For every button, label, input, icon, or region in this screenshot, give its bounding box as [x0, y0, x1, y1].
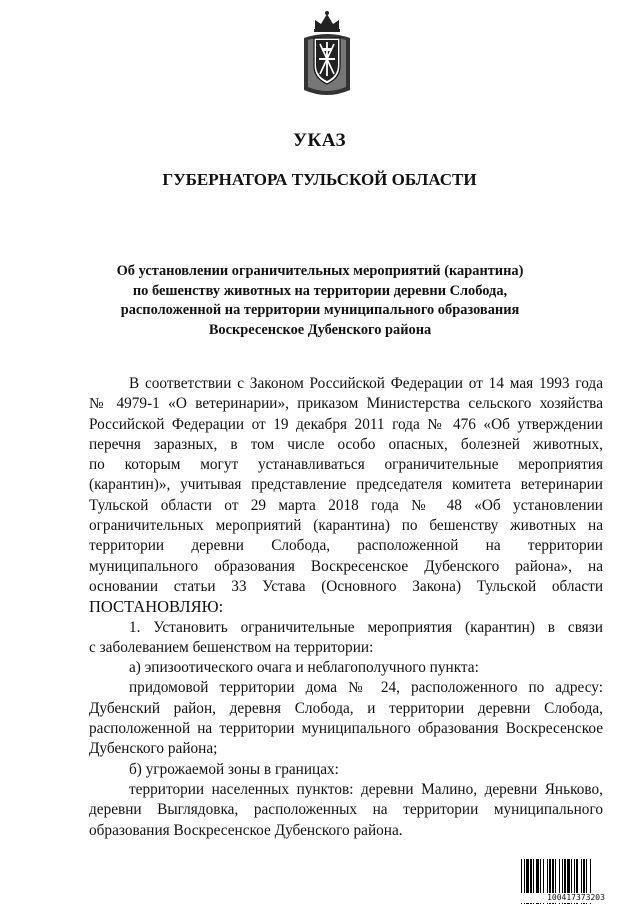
document-subtitle: ГУБЕРНАТОРА ТУЛЬСКОЙ ОБЛАСТИ: [162, 170, 477, 189]
body-line: с заболеванием бешенством на территории:: [89, 638, 374, 656]
body-line: придомовой территории дома № 24, расположенного по адресу:: [129, 679, 603, 697]
subject-line: Об установлении ограничительных мероприятий (карантина): [116, 263, 524, 279]
body-line: б) угрожаемой зоны в границах:: [129, 760, 339, 778]
body-line: (карантин)», учитывая представление председателя комитета ветеринарии: [89, 476, 603, 494]
body-line: расположенной на территории муниципального образования Воскресенское: [89, 720, 603, 738]
body-line: территории населенных пунктов: деревни Малино, деревни Яньково,: [129, 780, 603, 798]
document-title: УКАЗ: [293, 130, 346, 151]
body-line: № 4979-1 «О ветеринарии», приказом Министерства сельского хозяйства: [89, 395, 603, 413]
body-line: по которым могут устанавливаться ограничительные мероприятия: [89, 456, 603, 474]
subject-line: Воскресенское Дубенского района: [208, 321, 432, 338]
body-line: Тульской области от 29 марта 2018 года № 48 «Об установлении: [89, 496, 603, 514]
body-line: 1. Установить ограничительные мероприятия (карантин) в связи: [129, 618, 603, 636]
body-line: Дубенского района;: [89, 740, 218, 758]
body-line: ПОСТАНОВЛЯЮ:: [89, 597, 224, 617]
body-line: а) эпизоотического очага и неблагополучного пункта:: [129, 659, 479, 677]
tula-coat-of-arms-icon: [300, 8, 354, 100]
body-line: В соответствии с Законом Российской Федерации от 14 мая 1993 года: [129, 375, 603, 392]
subject-line: расположенной на территории муниципального образования: [120, 302, 520, 318]
subject-line: по бешенству животных на территории деревни Слобода,: [132, 282, 508, 299]
body-line: муниципального образования Воскресенское Дубенского района», на: [89, 557, 603, 575]
body-line: основании статьи 33 Устава (Основного Закона) Тульской области: [89, 577, 603, 595]
document-body: [89, 374, 603, 841]
document-subject: [100, 262, 540, 340]
body-line: перечня заразных, в том числе особо опасных, болезней животных,: [89, 435, 603, 453]
body-line: ограничительных мероприятий (карантина) по бешенству животных на: [89, 517, 603, 535]
body-line: образования Воскресенское Дубенского района.: [89, 821, 403, 839]
barcode-number: 100417373203: [520, 893, 632, 903]
body-line: Российской Федерации от 19 декабря 2011 года № 476 «Об утверждении: [89, 415, 603, 433]
body-line: Дубенский район, деревня Слобода, и территории деревни Слобода,: [89, 699, 603, 717]
body-line: территории деревни Слобода, расположенной на территории: [89, 537, 603, 555]
body-line: деревни Выглядовка, расположенных на территории муниципального: [89, 801, 603, 819]
